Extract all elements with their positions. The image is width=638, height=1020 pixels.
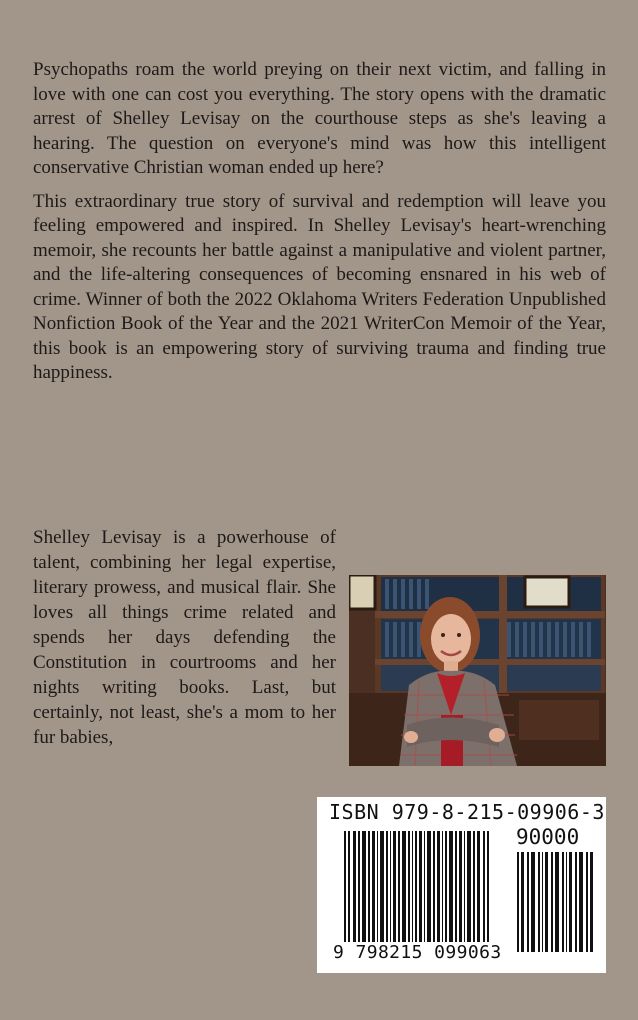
blurb-paragraph-1: Psychopaths roam the world preying on their next victim, and falling in love with one can cost you everything. The story opens with the dramatic arrest of Shelley Levisay on the courthouse steps as she's leaving a hearing. The question on everyone's mind was how this intelligent conservative Christian woman ended up here? [33,59,606,178]
isbn-barcode [317,797,606,973]
isbn-label: ISBN 979-8-215-09906-3 [329,800,605,824]
addon-barcode-bars [517,852,595,952]
author-photo-illustration [349,575,606,766]
barcode-digits: 9 798215 099063 [333,942,502,963]
author-bio: Shelley Levisay is a powerhouse of talent, combining her legal expertise, literary prowess, and musical flair. She loves all things crime related and spends her days defending the Constitution in courtrooms and her nights writing books. Last, but certainly, not least, she's a mom to her fur babies, [33,527,336,748]
author-photo [349,575,606,766]
price-code: 90000 [516,825,580,849]
blurb-paragraph-2: This extraordinary true story of survival and redemption will leave you feeling empowered and inspired. In Shelley Levisay's heart-wrenching memoir, she recounts her battle against a manipulative and violent partner, and the life-altering consequences of becoming ensnared in his web of crime. Winner of both the 2022 Oklahoma Writers Federation Unpublished Nonfiction Book of the Year and the 2021 WriterCon Memoir of the Year, this book is an empowering story of surviving trauma and finding true happiness. [33,190,606,383]
back-cover-blurb [33,58,606,395]
